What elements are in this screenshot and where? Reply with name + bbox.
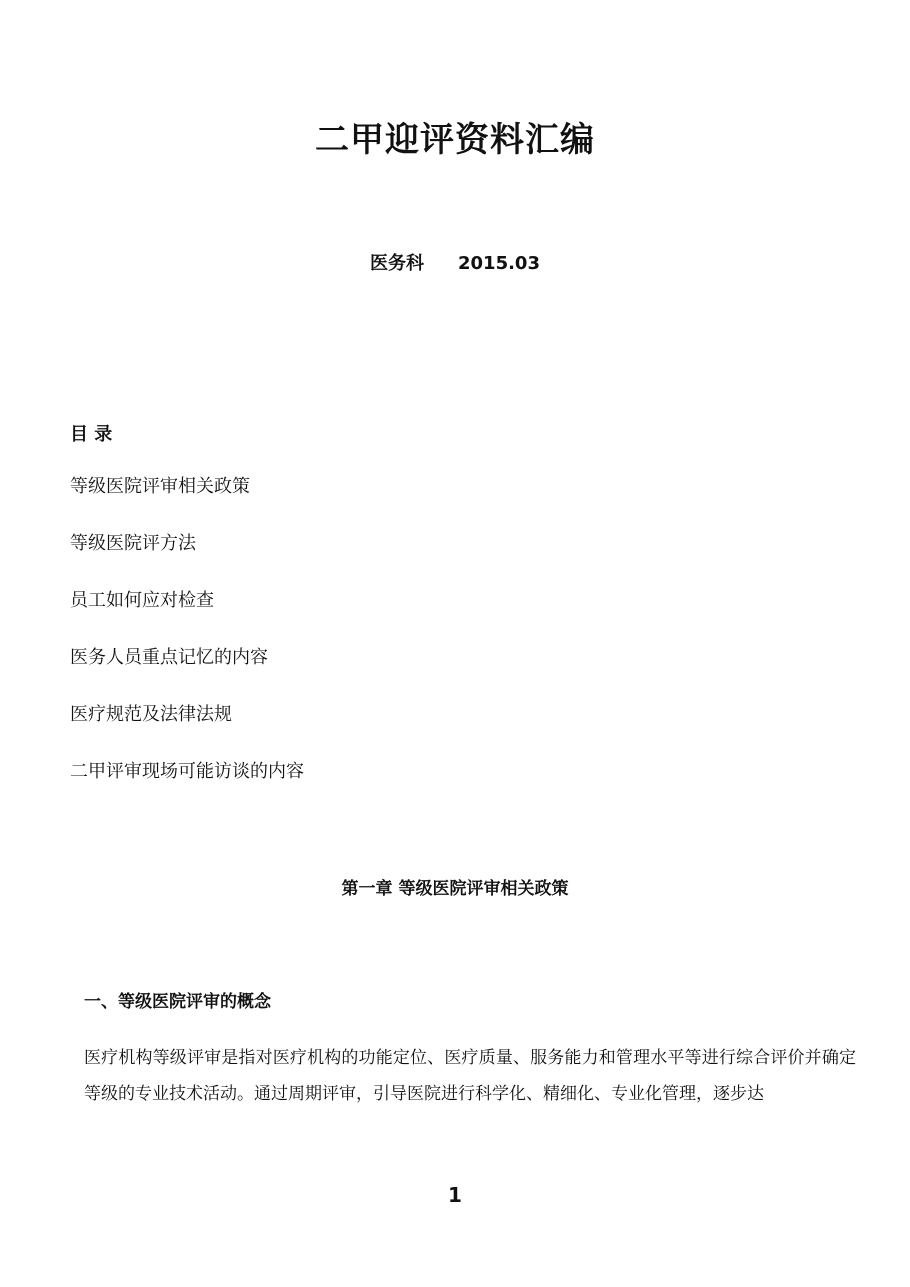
department-label: 医务科 [370, 253, 424, 274]
toc-item: 医务人员重点记忆的内容 [70, 647, 268, 668]
page-number: 1 [448, 1183, 462, 1207]
body-paragraph: 医疗机构等级评审是指对医疗机构的功能定位、医疗质量、服务能力和管理水平等进行综合评价并确定等级的专业技术活动。通过周期评审，引导医院进行科学化、精细化、专业化管理，逐步达 [84, 1048, 856, 1104]
toc-item: 等级医院评审相关政策 [70, 476, 250, 497]
section-heading: 一、等级医院评审的概念 [84, 992, 271, 1012]
toc-item: 等级医院评方法 [70, 533, 196, 554]
document-subtitle [0, 249, 910, 275]
chapter-title: 第一章 等级医院评审相关政策 [341, 879, 569, 899]
toc-heading: 目 录 [70, 424, 113, 445]
table-of-contents [70, 475, 304, 817]
toc-item: 二甲评审现场可能访谈的内容 [70, 761, 304, 782]
toc-item: 员工如何应对检查 [70, 590, 214, 611]
document-title: 二甲迎评资料汇编 [315, 120, 595, 160]
document-date: 2015.03 [458, 253, 540, 274]
toc-item: 医疗规范及法律法规 [70, 704, 232, 725]
